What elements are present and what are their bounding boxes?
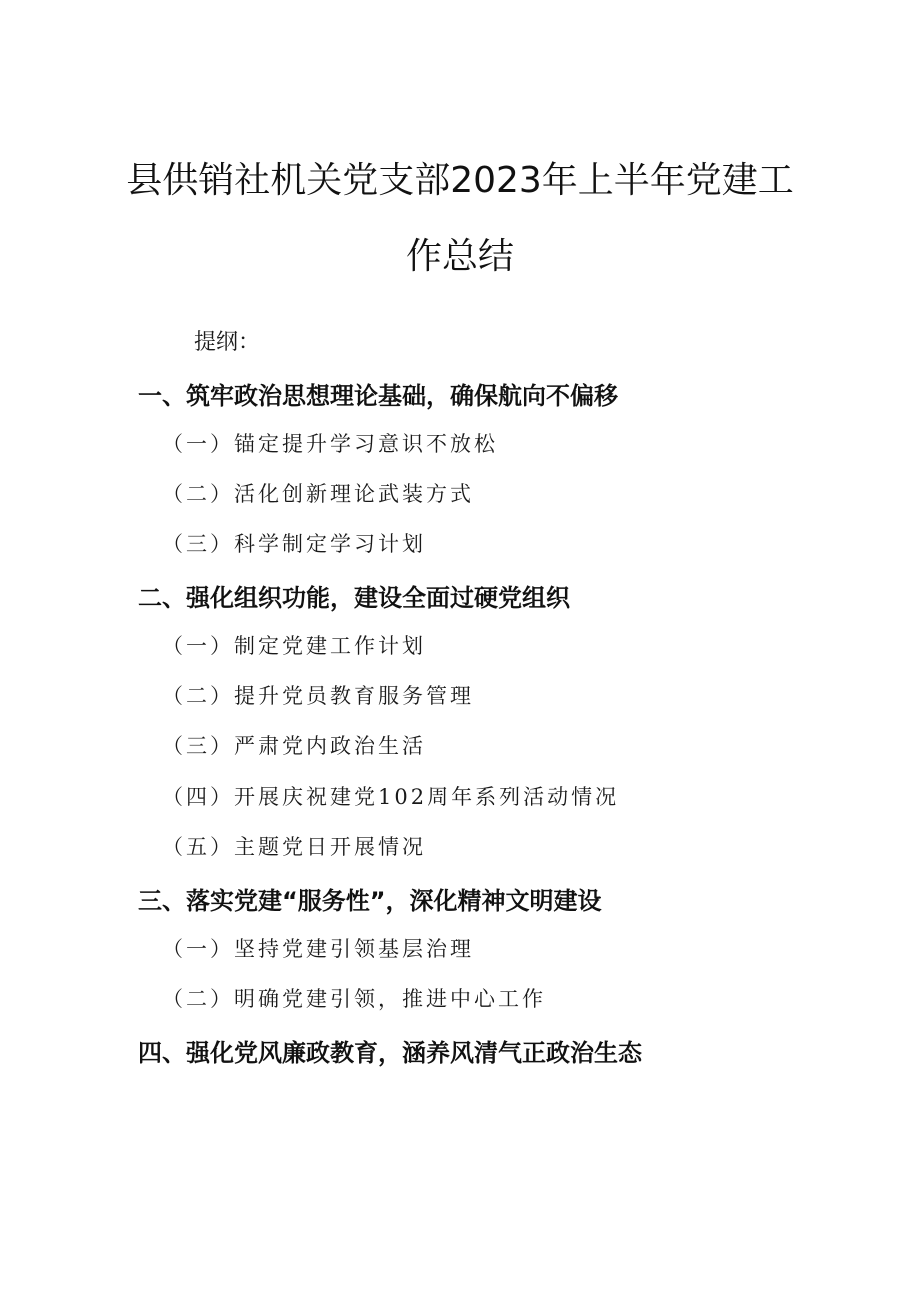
section-2-item-2: （二）提升党员教育服务管理 bbox=[162, 684, 474, 708]
document-title-line-2: 作总结 bbox=[405, 236, 514, 277]
section-3-item-1: （一）坚持党建引领基层治理 bbox=[162, 937, 474, 961]
section-heading-1: 一、筑牢政治思想理论基础，确保航向不偏移 bbox=[138, 382, 618, 410]
section-heading-2: 二、强化组织功能，建设全面过硬党组织 bbox=[138, 584, 570, 612]
document-title-line-1: 县供销社机关党支部2023年上半年党建工 bbox=[126, 160, 794, 201]
section-1-item-3: （三）科学制定学习计划 bbox=[162, 532, 426, 556]
section-1-item-2: （二）活化创新理论武装方式 bbox=[162, 482, 474, 506]
section-heading-4: 四、强化党风廉政教育，涵养风清气正政治生态 bbox=[138, 1039, 642, 1067]
section-3-item-2: （二）明确党建引领，推进中心工作 bbox=[162, 987, 546, 1011]
section-heading-3: 三、落实党建“服务性”，深化精神文明建设 bbox=[138, 887, 602, 915]
section-2-item-1: （一）制定党建工作计划 bbox=[162, 634, 426, 658]
section-2-item-3: （三）严肃党内政治生活 bbox=[162, 734, 426, 758]
section-1-item-1: （一）锚定提升学习意识不放松 bbox=[162, 432, 498, 456]
outline-label: 提纲： bbox=[194, 330, 261, 355]
section-2-item-4: （四）开展庆祝建党102周年系列活动情况 bbox=[162, 785, 620, 809]
section-2-item-5: （五）主题党日开展情况 bbox=[162, 835, 426, 859]
